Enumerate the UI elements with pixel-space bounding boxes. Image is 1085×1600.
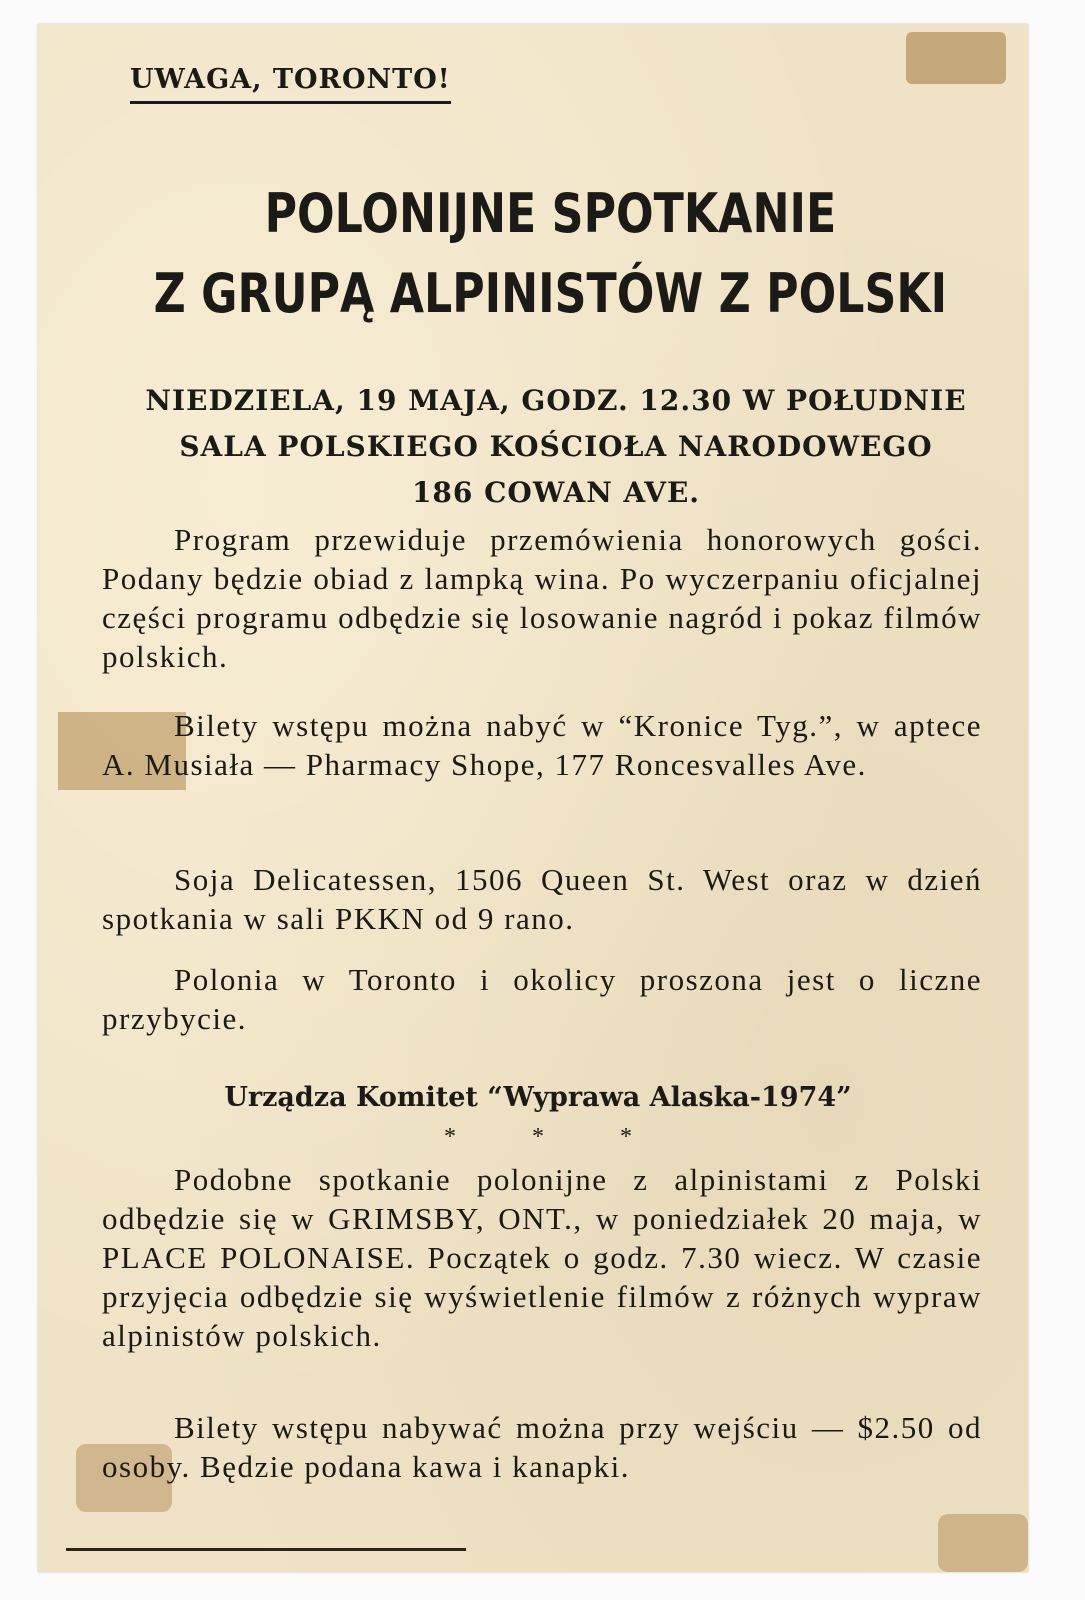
paragraph-tickets: Bilety wstępu można nabyć w “Kronice Tyg.”, w aptece A. Musiała — Pharmacy Shope, 177 Roncesvalles Ave. bbox=[102, 708, 982, 782]
headline-line: Z GRUPĄ ALPINISTÓW Z POLSKI bbox=[153, 262, 948, 325]
paragraph-grimsby-tickets: Bilety wstępu nabywać można przy wejściu — $2.50 od osoby. Będzie podana kawa i kanapki. bbox=[102, 1410, 982, 1484]
paragraph-program: Program przewiduje przemówienia honorowych gości. Podany będzie obiad z lampką wina. Po wyczerpaniu oficjalnej części programu odbędzie się losowanie nagród i pokaz filmów polskich. bbox=[102, 522, 982, 674]
tape-mark bbox=[906, 32, 1006, 84]
headline-line: POLONIJNE SPOTKANIE bbox=[264, 182, 837, 245]
headline bbox=[130, 174, 971, 334]
tape-mark bbox=[938, 1514, 1028, 1572]
event-details bbox=[96, 378, 1016, 516]
bottom-rule bbox=[66, 1548, 466, 1551]
paragraph-invitation: Polonia w Toronto i okolicy proszona jest o liczne przybycie. bbox=[102, 962, 982, 1036]
paragraph-grimsby: Podobne spotkanie polonijne z alpinistami z Polski odbędzie się w GRIMSBY, ONT., w poniedziałek 20 maja, w PLACE POLONAISE. Początek o godz. 7.30 wiecz. W czasie przyjęcia odbędzie się wyświetlenie filmów z różnych wypraw alpinistów polskich. bbox=[102, 1162, 982, 1353]
event-venue: SALA POLSKIEGO KOŚCIOŁA NARODOWEGO bbox=[179, 430, 933, 463]
kicker-heading: UWAGA, TORONTO! bbox=[130, 64, 451, 104]
event-address: 186 COWAN AVE. bbox=[411, 476, 701, 509]
event-date: NIEDZIELA, 19 MAJA, GODZ. 12.30 W POŁUDNIE bbox=[145, 384, 967, 417]
paragraph-ticket-locations: Soja Delicatessen, 1506 Queen St. West oraz w dzień spotkania w sali PKKN od 9 rano. bbox=[102, 862, 982, 936]
separator-stars: * * * bbox=[444, 1124, 632, 1150]
organizer-line: Urządza Komitet “Wyprawa Alaska-1974” bbox=[224, 1082, 852, 1113]
newspaper-clipping bbox=[38, 24, 1028, 1572]
